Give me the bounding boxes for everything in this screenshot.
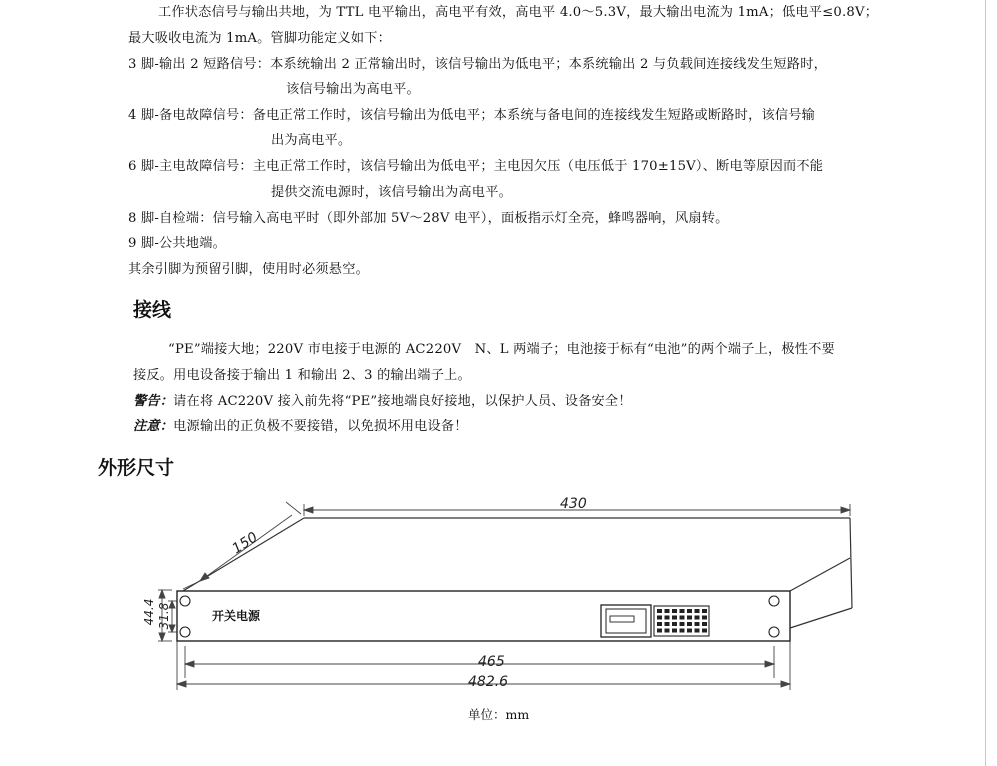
pin6-desc-line1: 6 脚-主电故障信号：主电正常工作时，该信号输出为低电平；主电因欠压（电压低于 170±15V）、断电等原因而不能: [128, 159, 824, 174]
dim-hole-spacing: 465: [478, 654, 505, 670]
dimensions-heading: 外形尺寸: [98, 457, 175, 479]
pin4-desc-line1: 4 脚-备电故障信号：备电正常工作时，该信号输出为低电平；本系统与备电间的连接线发生短路或断路时，该信号输: [128, 108, 816, 123]
pin4-desc-line2: 出为高电平。: [271, 133, 352, 148]
indicator-led: [657, 629, 662, 633]
pin8-desc: 8 脚-自检端：信号输入高电平时（即外部加 5V～28V 电平），面板指示灯全亮，蜂鸣器响，风扇转。: [128, 211, 729, 226]
pin3-desc-line1: 3 脚-输出 2 短路信号：本系统输出 2 正常输出时，该信号输出为低电平；本系统输出 2 与负载间连接线发生短路时，: [128, 57, 827, 72]
indicator-led: [665, 622, 670, 626]
reserved-pins-note: 其余引脚为预留引脚，使用时必须悬空。: [128, 262, 369, 277]
page-border: [985, 0, 986, 766]
indicator-led: [695, 622, 700, 626]
panel-label: 开关电源: [212, 609, 261, 623]
indicator-led: [665, 609, 670, 613]
warning-text: 请在将 AC220V 接入前先将“PE”接地端良好接地，以保护人员、设备安全！: [173, 394, 632, 409]
front-panel: [177, 591, 790, 641]
warning-line: [133, 392, 632, 412]
dimension-drawing: [120, 478, 860, 703]
indicator-led: [687, 616, 692, 620]
note-line: [133, 417, 468, 437]
pin3-desc-line2: 该信号输出为高电平。: [286, 82, 420, 97]
indicator-led: [665, 616, 670, 620]
warning-label: 警告：: [133, 394, 174, 409]
intro-text-line2: 最大吸收电流为 1mA。管脚功能定义如下：: [128, 31, 391, 46]
wiring-para-line2: 接反。用电设备接于输出 1 和输出 2、3 的输出端子上。: [133, 368, 471, 383]
indicator-led: [695, 629, 700, 633]
indicator-led: [672, 622, 677, 626]
note-label: 注意：: [133, 419, 174, 434]
indicator-led: [672, 629, 677, 633]
dim-height-total: 44.4: [142, 598, 156, 626]
indicator-led: [672, 616, 677, 620]
indicator-led: [672, 609, 677, 613]
indicator-led: [687, 609, 692, 613]
indicator-led: [687, 629, 692, 633]
indicator-led: [657, 616, 662, 620]
indicator-led: [680, 609, 685, 613]
pin6-desc-line2: 提供交流电源时，该信号输出为高电平。: [271, 185, 512, 200]
dim-width-top: 430: [560, 496, 587, 512]
indicator-led: [702, 616, 707, 620]
dim-panel-width: 482.6: [468, 674, 509, 690]
indicator-led: [680, 629, 685, 633]
dim-height-inner: 31.8: [157, 602, 171, 630]
wiring-para-line1: “PE”端接大地；220V 市电接于电源的 AC220V N、L 两端子；电池接于标有“电池”的两个端子上，极性不要: [168, 342, 835, 357]
indicator-led: [695, 616, 700, 620]
indicator-led: [665, 629, 670, 633]
indicator-led: [702, 622, 707, 626]
indicator-led: [657, 622, 662, 626]
indicator-led: [680, 622, 685, 626]
note-text: 电源输出的正负极不要接错，以免损坏用电设备！: [173, 419, 468, 434]
unit-note: 单位：mm: [468, 707, 530, 722]
indicator-led: [702, 629, 707, 633]
intro-text-line1: 工作状态信号与输出共地，为 TTL 电平输出，高电平有效，高电平 4.0～5.3V，最大输出电流为 1mA；低电平≤0.8V；: [158, 5, 879, 20]
indicator-led: [680, 616, 685, 620]
indicator-led: [695, 609, 700, 613]
indicator-led: [702, 609, 707, 613]
indicator-led: [687, 622, 692, 626]
pin9-desc: 9 脚-公共地端。: [128, 236, 226, 251]
wiring-heading: 接线: [133, 299, 172, 321]
dim-depth: 150: [229, 529, 261, 558]
indicator-led: [657, 609, 662, 613]
